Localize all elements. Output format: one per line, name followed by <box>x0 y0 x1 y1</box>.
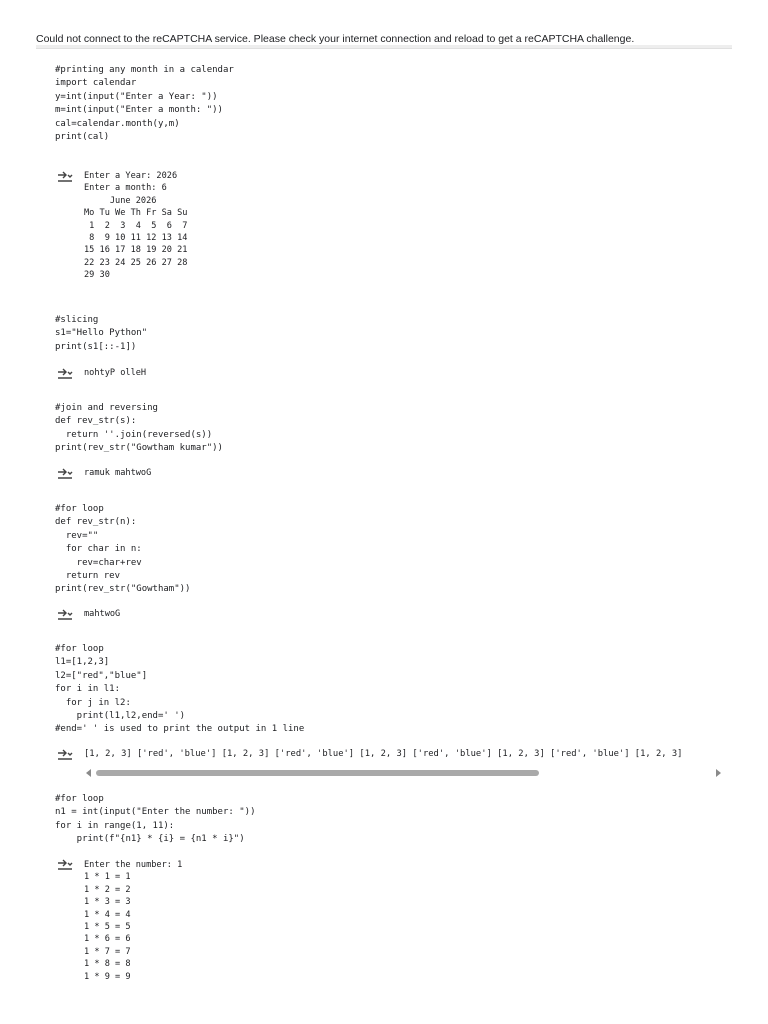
output-toggle-icon[interactable] <box>57 749 74 761</box>
code-cell-join-reversing[interactable]: #join and reversing def rev_str(s): return ''.join(reversed(s)) print(rev_str("Gowtham kumar")) <box>55 403 223 454</box>
recaptcha-error-banner: Could not connect to the reCAPTCHA service. Please check your internet connection and reload to get a reCAPTCHA challenge. <box>36 33 635 45</box>
output-calendar: Enter a Year: 2026 Enter a month: 6 June 2026 Mo Tu We Th Fr Sa Su 1 2 3 4 5 6 7 8 9 10 11 12 13 14 15 16 17 18 19 20 21 22 23 24 25 26 27 28 29 30 <box>84 171 188 281</box>
code-cell-slicing[interactable]: #slicing s1="Hello Python" print(s1[::-1]) <box>55 315 148 352</box>
scroll-right-arrow-icon[interactable] <box>716 769 721 777</box>
scroll-left-arrow-icon[interactable] <box>86 769 91 777</box>
code-cell-multiplication-table[interactable]: #for loop n1 = int(input("Enter the number: ")) for i in range(1, 11): print(f"{n1} * {i} = {n1 * i}") <box>55 794 256 845</box>
scrollbar-thumb[interactable] <box>96 770 539 776</box>
output-slicing: nohtyP olleH <box>84 368 147 378</box>
output-toggle-icon[interactable] <box>57 468 74 480</box>
code-cell-for-loop-reverse[interactable]: #for loop def rev_str(n): rev="" for char in n: rev=char+rev return rev print(rev_str("Gowtham")) <box>55 504 191 595</box>
output-toggle-icon[interactable] <box>57 609 74 621</box>
output-toggle-icon[interactable] <box>57 368 74 380</box>
code-cell-nested-for-loop[interactable]: #for loop l1=[1,2,3] l2=["red","blue"] for i in l1: for j in l2: print(l1,l2,end=' ') #end=' ' is used to print the output in 1 line <box>55 644 305 735</box>
output-multiplication-table: Enter the number: 1 1 * 1 = 1 1 * 2 = 2 1 * 3 = 3 1 * 4 = 4 1 * 5 = 5 1 * 6 = 6 1 * 7 = 7 1 * 8 = 8 1 * 9 = 9 <box>84 860 183 982</box>
banner-divider <box>36 45 732 49</box>
output-toggle-icon[interactable] <box>57 171 74 183</box>
output-for-loop-reverse: mahtwoG <box>84 609 121 619</box>
output-nested-for-loop: [1, 2, 3] ['red', 'blue'] [1, 2, 3] ['red', 'blue'] [1, 2, 3] ['red', 'blue'] [1, 2, 3] ['red', 'blue'] [1, 2, 3] <box>84 749 683 759</box>
output-toggle-icon[interactable] <box>57 859 74 871</box>
output-join-reversing: ramuk mahtwoG <box>84 468 152 478</box>
code-cell-calendar[interactable]: #printing any month in a calendar import calendar y=int(input("Enter a Year: ")) m=int(input("Enter a month: ")) cal=calendar.month(y,m) print(cal) <box>55 65 234 143</box>
output-horizontal-scrollbar[interactable] <box>84 767 727 779</box>
